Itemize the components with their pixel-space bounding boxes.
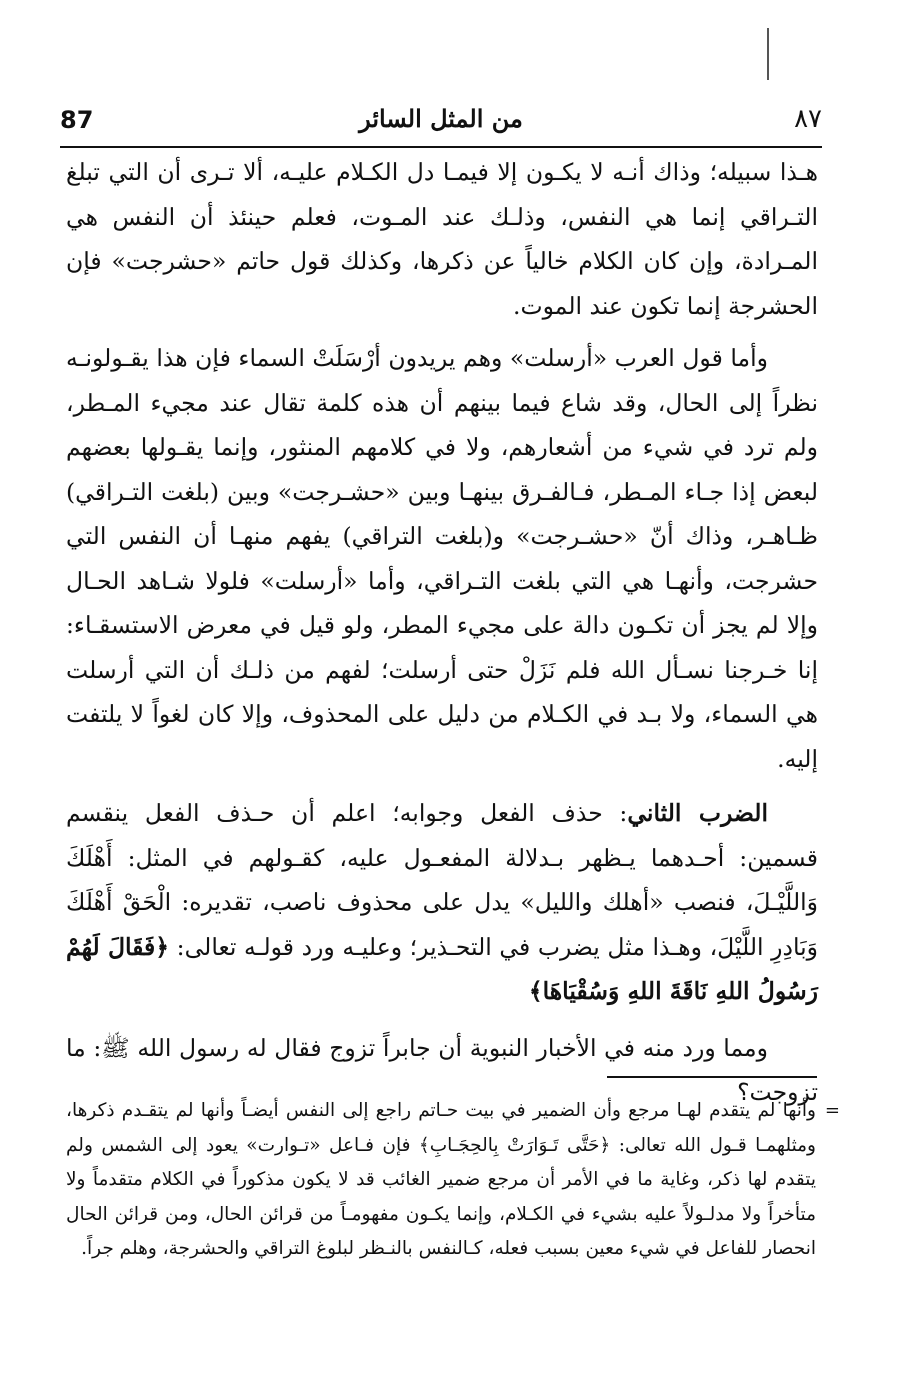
paragraph-2: وأما قول العرب «أرسلت» وهم يريدون أرْسَلَتْ السماء فإن هذا يقـولونـه نظراً إلى الحال، وقد شاع فيما بينهم أن هذه كلمة تقال عند مجيء المـطر، ولم ترد في شيء من أشعارهم، ولا في كلامهم المنثور، وإنما يقـولها بعضهم لبعض إذا جـاء المـطر، فـالفـرق بينهـا وبين «حشـرجت» وبين (بلغت التـراقي) ظـاهـر، وذاك أنّ «حشـرجت» و(بلغت التراقي) يفهم منهـا أن النفس التي حشرجت، وأنهـا هي التي بلغت التـراقي، وأما «أرسلت» فلولا شـاهد الحـال وإلا لم يجز أن تكـون دالة على مجيء المطر، ولو قيل في معرض الاستسقـاء: إنا خـرجنا نسـأل الله فلم نَزَلْ حتى أرسلت؛ لفهم من ذلـك أن التي أرسلت هي السماء، ولا بـد في الكـلام من دليل على المحذوف، وإلا كان لغواً لا يلتفت إليه. — [66, 344, 818, 773]
paragraph-1: هـذا سبيله؛ وذاك أنـه لا يكـون إلا فيمـا دل الكـلام عليـه، ألا تـرى أن التي تبلغ التـراقي إنما هي النفس، وذلـك عند المـوت، فعلم حينئذ أن النفس هي المـرادة، وإن كان الكلام خالياً عن ذكرها، وكذلك قول حاتم «حشرجت» فإن الحشرجة إنما تكون عند الموت. — [66, 158, 818, 320]
running-header — [60, 96, 822, 148]
paragraph-3 — [66, 791, 818, 1014]
header-title: من المثل السائر — [359, 104, 523, 133]
quran-verse: ﴿فَقَالَ لَهُمْ رَسُولُ اللهِ نَاقَةَ اللهِ وَسُقْيَاهَا﴾ — [66, 932, 818, 1005]
section-heading: الضرب الثاني — [627, 799, 768, 827]
footnote-text: وأنها لم يتقدم لهـا مرجع وأن الضمير في بيت حـاتم راجع إلى النفس أيضـاً وأنها لم يتقـدم ذكرها، ومثلهمـا قـول الله تعالى: ﴿حَتَّى تَـوَارَتْ بِالحِجَـابِ﴾ فإن فـاعل «تـوارت» يعود إلى الشمس ولم يتقدم لها ذكر، وغاية ما في الأمر أن مرجع ضمير الغائب قد لا يكون مذكوراً في الكلام متقدماً ولا متأخراً ولا مدلـولاً عليه بشيء في الكـلام، وإنما يكـون مفهومـاً من قرائن الحال، ومن قرائن الحال انحصار للفاعل في شيء معين بسبب فعله، كـالنفس بالنـظر لبلوغ التراقي والحشرجة، وهلم جراً. — [66, 1100, 816, 1259]
main-text — [66, 150, 818, 1115]
page-number-latin: 87 — [60, 106, 94, 134]
paragraph-4: ومما ورد منه في الأخبار النبوية أن جابراً تزوج فقال له رسول الله ﷺ: ما تزوجت؟ — [66, 1033, 818, 1106]
page-number-arabic: ٨٧ — [794, 104, 822, 134]
footnote-continuation-mark: = — [824, 1100, 840, 1121]
footnote-separator — [607, 1076, 817, 1078]
footnote — [66, 1094, 840, 1267]
scan-edge-mark — [767, 28, 769, 80]
paragraph-3-text: : حذف الفعل وجوابه؛ اعلم أن حـذف الفعل ينقسم قسمين: أحـدهما يـظهر بـدلالة المفعـول عليه، كقـولهم في المثل: أَهْلَكَ وَاللَّيْـلَ، فنصب «أهلك والليل» يدل على محذوف ناصب، تقديره: الْحَقْ أَهْلَكَ وَبَادِرِ اللَّيْلَ، وهـذا مثل يضرب في التحـذير؛ وعليـه ورد قولـه تعالى: — [66, 799, 818, 961]
